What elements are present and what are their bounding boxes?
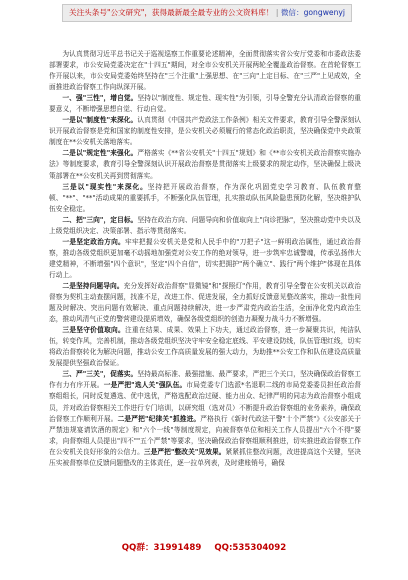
- item-1-1-text: 认真贯彻《中国共产党政法工作条例》相关文件要求，教育引导全警深刻认识开展政治督察是党和国家的制度性安排，是公安机关必须履行的常态化政治职责，坚决确保党中央政策制度在**公安机关落地落实。: [49, 116, 361, 147]
- item-3-2-text: 严格执行《新时代政法干警"十个严禁"》《公安部关于严禁违规宴请饮酒的规定》和"六个一线"等制度规定，向被督察单位和相关工作人员提出"六个不得"要求，向督察组人员提出"四不""五个严禁"等要求，坚决确保政治督察组顺利推进，切实推进政治督察工作在公安机关良好形象的公信力。: [49, 414, 361, 456]
- banner-separator: |: [273, 8, 281, 17]
- item-2-3-text: 注重在结果、成果、效果上下功夫，通过政治督察，进一步凝聚共识，纯洁队伍，转变作风，完善机制，推动各级党组织坚决守牢安全稳定底线、平安建设防线，队伍管理红线，切实将政治督察转化为解决问题，推动公安工作高质量发展的强大动力，为助推**公安工作和队伍建设高质量发展提供坚强政治保证。: [49, 326, 361, 368]
- item-1-3-text: 坚持把开展政治督察，作为深化巩固党史学习教育、队伍教育整顿、"**"、"**"活动成果的重要抓手，不断强化队伍管理，扎实推动队伍风险隐患预防化解，坚决维护队伍安全稳定。: [49, 182, 361, 213]
- item-1-3-heading: 三是以"现实性"来深化。: [62, 182, 148, 191]
- item-3-1-heading: 一是严把"选人关"强队伍。: [103, 381, 187, 390]
- section-2-paragraph: [49, 215, 361, 237]
- section-1-text: 坚持以"制度性、规定性、现实性"为引领，引导全警充分认清政治督察的重要意义，不断增强思想自觉、行动自觉。: [49, 94, 361, 114]
- section-3-text: 坚持最高标准、最强措施、最严要求，严把三个关口，坚决确保政治督察工作有力有序开展。: [49, 370, 361, 390]
- item-1-3-paragraph: [49, 182, 361, 215]
- item-2-2-paragraph: [49, 281, 361, 325]
- intro-paragraph: 为认真贯彻习近平总书记关于巡视巡察工作重要论述精神，全面贯彻落实省公安厅党委和市委政法委部署要求，市公安局党委决定在"十四五"期间，对全市公安机关开展两轮全覆盖政治督察。在首轮督察工作开展以来，市公安局党委始终坚持在"三个注重"上强思想、在"三向"上定目标、在"三严"上见成效，全面推进政治督察工作向纵深开展。: [49, 50, 361, 92]
- section-1-paragraph: [49, 93, 361, 115]
- item-3-2-heading: 二是严把"纪律关"抓推进。: [117, 414, 201, 423]
- document-body: [49, 49, 361, 525]
- item-2-1-heading: 一是坚定政治方向。: [62, 237, 125, 246]
- item-1-2-paragraph: [49, 148, 361, 181]
- item-3-3-heading: 三是严把"整改关"见效果。: [143, 447, 226, 456]
- item-1-2-text: 严格落实《**省公安机关"十四五"规划》和《**市公安机关政治督察实施办法》等制度要求，教育引导全警深刻认识开展政治督察是贯彻落实上级要求的规定动作，坚决确保上级决策部署在**公安机关再到贯彻落实。: [49, 149, 361, 180]
- item-2-2-heading: 二是坚持问题导向。: [62, 281, 124, 290]
- footer-qq-group: QQ群：31991489: [121, 543, 202, 553]
- item-2-3-heading: 三是坚守价值取向。: [62, 326, 125, 335]
- item-1-1-heading: 一是以"制度性"来深化。: [62, 116, 138, 125]
- item-1-1-paragraph: [49, 115, 361, 148]
- item-1-2-heading: 二是以"规定性"来强化。: [62, 149, 138, 158]
- item-2-2-text: 充分发挥好政治督察"显微镜"和"探照灯"作用，教育引导全警在公安机关以政治督察为契机主动查摆问题，找准不足，改进工作、促进发展，全力抓好反馈意见整改落实，推动一批性问题及时解决、突出问题有效解决、重点问题持续解决，进一步严肃党内政治生活，全面净化党内政治生态，推动风清气正党的警营建设提质增效，确保各级党组织的创造力凝聚力战斗力不断增强。: [49, 281, 361, 324]
- item-2-1-paragraph: [49, 237, 361, 281]
- section-1-heading: 一、强"三性"，增自觉。: [62, 94, 138, 103]
- section-3-paragraph: [49, 369, 361, 468]
- item-2-1-text: 牢牢把握公安机关是党和人民手中的"刀把子"这一鲜明政治属性，通过政治督察，推动各级党组织更加毫不动摇地加强党对公安工作的绝对领导，进一步筑牢忠诚警魂，传承弘扬伟大建党精神，不断增强"四个意识"，坚定"四个自信"，切实把拥护"两个确立"、践行"两个维护"体现在具体行动上。: [49, 237, 361, 279]
- contact-footer: [0, 541, 408, 553]
- banner-wechat: 微信：gongwenyj: [280, 8, 345, 17]
- banner-left-text: 关注头条号"公文研究"，获得最新最全最专业的公文资料库！: [69, 8, 274, 17]
- section-3-heading: 三、严"三关"，促落实。: [62, 370, 138, 379]
- item-2-3-paragraph: [49, 325, 361, 369]
- item-3-3-text: 紧紧抓住整改问题，改进提高这个关键，坚决压实被督察单位反馈问题整改的主体责任，逐一拉单列表，及时建账销号，确保: [49, 447, 361, 467]
- footer-qq: QQ:535304092: [214, 543, 287, 553]
- item-3-1-text: 市局党委专门选派*名退职二线的市局党委委员担任政治督察组组长，同时反复遴选、优中选优，严格选配政治过硬、能力出众、纪律严明的同志为政治督察小组成员，并对政治督察相关工作进行专门培训，以研究组（选对员）不断提升政治督察组的业务素养，确保政治督察工作顺利开展。: [49, 381, 361, 423]
- section-2-text: 坚持在政治方向、问题导向和价值取向上"向诊把脉"，坚决推动党中央以及上级党组织决定、决策部署、指示等贯彻落实。: [49, 215, 361, 235]
- promo-banner: [62, 4, 352, 22]
- section-2-heading: 二、把"三向"，定目标。: [62, 215, 138, 224]
